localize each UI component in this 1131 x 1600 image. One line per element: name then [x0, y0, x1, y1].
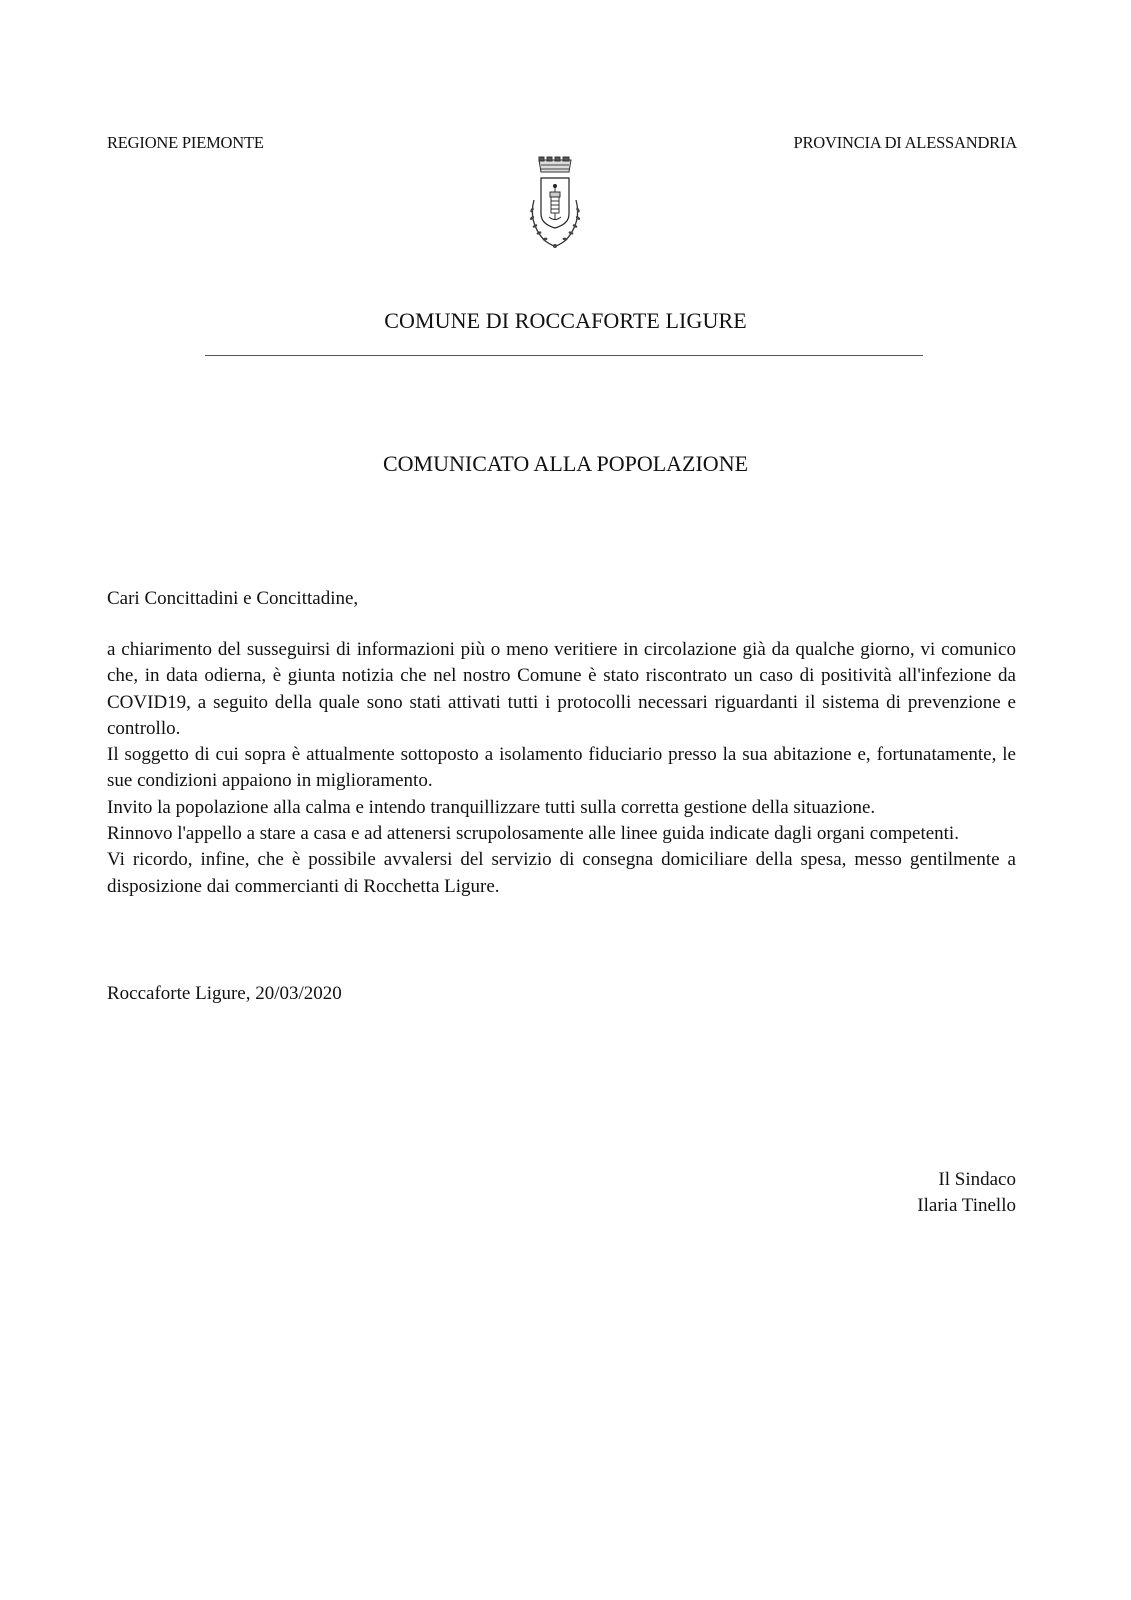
salutation: Cari Concittadini e Concittadine,	[107, 588, 359, 609]
signature-block	[917, 1167, 1016, 1219]
letter-body	[107, 637, 1016, 900]
municipality-title: COMUNE DI ROCCAFORTE LIGURE	[384, 308, 747, 333]
body-paragraph: Invito la popolazione alla calma e intendo tranquillizzare tutti sulla corretta gestione della situazione.	[107, 796, 876, 818]
title-divider	[205, 355, 923, 356]
place-and-date: Roccaforte Ligure, 20/03/2020	[107, 983, 342, 1004]
document-title: COMUNICATO ALLA POPOLAZIONE	[382, 451, 749, 476]
signatory-name: Ilaria Tinello	[917, 1195, 1016, 1216]
province-label: PROVINCIA DI ALESSANDRIA	[793, 133, 1017, 152]
body-paragraph: Vi ricordo, infine, che è possibile avvalersi del servizio di consegna domiciliare della spesa, messo gentilmente a disposizione dai commercianti di Rocchetta Ligure.	[107, 849, 1016, 897]
coat-of-arms-icon	[522, 156, 588, 254]
signatory-role: Il Sindaco	[938, 1169, 1016, 1190]
body-paragraph: Il soggetto di cui sopra è attualmente sottoposto a isolamento fiduciario presso la sua abitazione e, fortunatamente, le sue condizioni appaiono in miglioramento.	[107, 744, 1016, 792]
region-label: REGIONE PIEMONTE	[107, 133, 264, 152]
body-paragraph: a chiarimento del susseguirsi di informazioni più o meno veritiere in circolazione già da qualche giorno, vi comunico che, in data odierna, è giunta notizia che nel nostro Comune è stato riscontrato un caso di positività all'infezione da COVID19, a seguito della quale sono stati attivati tutti i protocolli necessari riguardanti il sistema di prevenzione e controllo.	[107, 639, 1016, 739]
body-paragraph: Rinnovo l'appello a stare a casa e ad attenersi scrupolosamente alle linee guida indicate dagli organi competenti.	[107, 823, 959, 845]
